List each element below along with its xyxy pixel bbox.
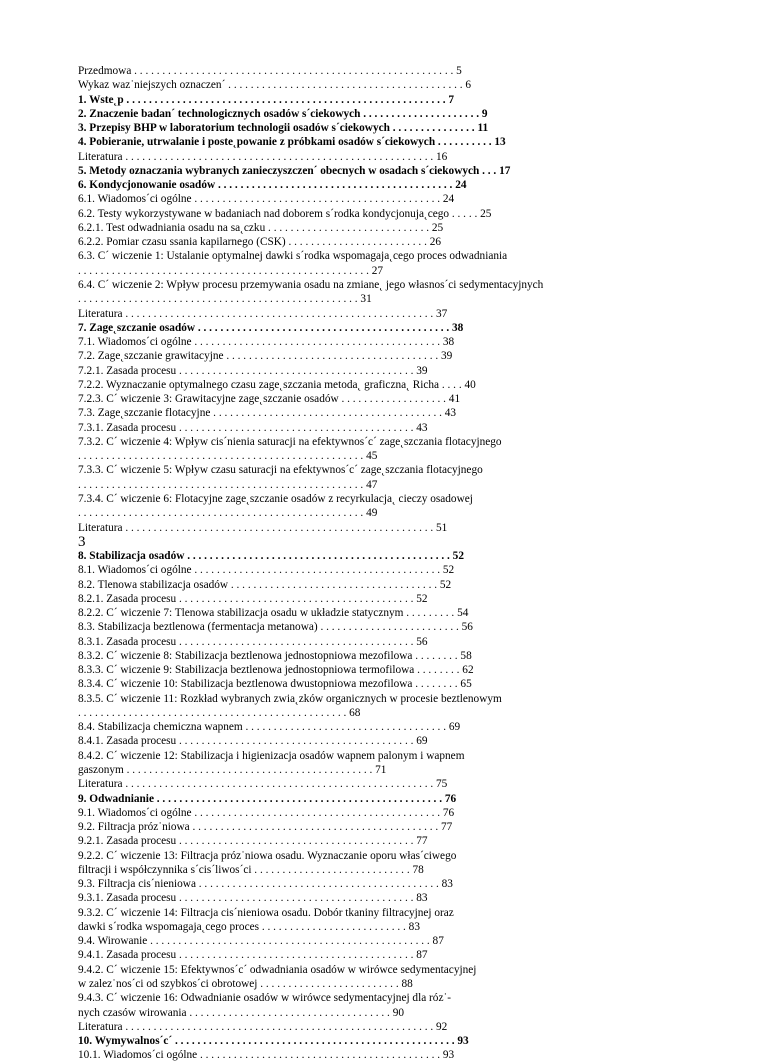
toc-line: . . . . . . . . . . . . . . . . . . . . . . . . . . . . . . . . . . . . . . . . . . . . . . . . . . . . 27 [78, 264, 384, 277]
toc-line: 9.4. Wirowanie . . . . . . . . . . . . . . . . . . . . . . . . . . . . . . . . . . . . . . . . . . . . . . . . . . 87 [78, 935, 444, 948]
toc-line: 9.3.1. Zasada procesu . . . . . . . . . . . . . . . . . . . . . . . . . . . . . . . . . . . . . . . . . . 83 [78, 892, 428, 905]
toc-line: 3. Przepisy BHP w laboratorium technologii osadów s´ciekowych . . . . . . . . . . . . . . . 11 [78, 122, 489, 135]
toc-line: 8.1. Wiadomos´ci ogólne . . . . . . . . . . . . . . . . . . . . . . . . . . . . . . . . . . . . . . . . . . . . 52 [78, 564, 455, 577]
toc-line: 9.2.1. Zasada procesu . . . . . . . . . . . . . . . . . . . . . . . . . . . . . . . . . . . . . . . . . . 77 [78, 835, 428, 848]
toc-line: 6.2.1. Test odwadniania osadu na sa˛czku . . . . . . . . . . . . . . . . . . . . . . . . . . . . . 25 [78, 221, 444, 234]
toc-line: 4. Pobieranie, utrwalanie i poste˛powanie z próbkami osadów s´ciekowych . . . . . . . . . . 13 [78, 136, 506, 149]
toc-line: 9.4.3. C´ wiczenie 16: Odwadnianie osadów w wirówce sedymentacyjnej dla róz˙- [78, 992, 451, 1005]
toc-line: 9.4.1. Zasada procesu . . . . . . . . . . . . . . . . . . . . . . . . . . . . . . . . . . . . . . . . . . 87 [78, 949, 428, 962]
toc-line: Literatura . . . . . . . . . . . . . . . . . . . . . . . . . . . . . . . . . . . . . . . . . . . . . . . . . . . . . . . 92 [78, 1020, 448, 1033]
toc-line: 8.4. Stabilizacja chemiczna wapnem . . . . . . . . . . . . . . . . . . . . . . . . . . . . . . . . . . . . 69 [78, 721, 461, 734]
toc-line: 6. Kondycjonowanie osadów . . . . . . . . . . . . . . . . . . . . . . . . . . . . . . . . . . . . . . . . . . 24 [78, 179, 467, 192]
toc-line: . . . . . . . . . . . . . . . . . . . . . . . . . . . . . . . . . . . . . . . . . . . . . . . . . . . 47 [78, 478, 378, 491]
toc-line: Przedmowa . . . . . . . . . . . . . . . . . . . . . . . . . . . . . . . . . . . . . . . . . . . . . . . . . . . . . . . . . 5 [78, 65, 462, 77]
toc-line: . . . . . . . . . . . . . . . . . . . . . . . . . . . . . . . . . . . . . . . . . . . . . . . . . . 31 [78, 293, 372, 306]
toc-line: 8.3. Stabilizacja beztlenowa (fermentacja metanowa) . . . . . . . . . . . . . . . . . . . . . . . . . 56 [78, 621, 473, 634]
toc-line: dawki s´rodka wspomagaja˛cego proces . . . . . . . . . . . . . . . . . . . . . . . . . . 83 [78, 920, 420, 933]
toc-line: 7.3.2. C´ wiczenie 4: Wpływ cis´nienia saturacji na efektywnos´c´ zage˛szczania flotacyjnego [78, 435, 502, 448]
toc-line: gaszonym . . . . . . . . . . . . . . . . . . . . . . . . . . . . . . . . . . . . . . . . . . . . 71 [78, 764, 387, 777]
toc-line: 8.3.4. C´ wiczenie 10: Stabilizacja beztlenowa dwustopniowa mezofilowa . . . . . . . . 65 [78, 678, 472, 691]
toc-line: Wykaz waz˙niejszych oznaczen´ . . . . . . . . . . . . . . . . . . . . . . . . . . . . . . . . . . . . . . . . . . 6 [78, 79, 472, 92]
toc-line: 7. Zage˛szczanie osadów . . . . . . . . . . . . . . . . . . . . . . . . . . . . . . . . . . . . . . . . . . . . . 38 [78, 321, 464, 334]
toc-line: 7.3.4. C´ wiczenie 6: Flotacyjne zage˛szczanie osadów z recyrkulacja˛ cieczy osadowej [78, 492, 473, 505]
toc-line: . . . . . . . . . . . . . . . . . . . . . . . . . . . . . . . . . . . . . . . . . . . . . . . . 68 [78, 706, 361, 719]
toc-line: 6.2.2. Pomiar czasu ssania kapilarnego (CSK) . . . . . . . . . . . . . . . . . . . . . . . . . 26 [78, 236, 442, 249]
toc-line: 6.1. Wiadomos´ci ogólne . . . . . . . . . . . . . . . . . . . . . . . . . . . . . . . . . . . . . . . . . . . . 24 [78, 193, 455, 206]
toc-line: 9.4.2. C´ wiczenie 15: Efektywnos´c´ odwadniania osadów w wirówce sedymentacyjnej [78, 963, 477, 976]
toc-line: 9.1. Wiadomos´ci ogólne . . . . . . . . . . . . . . . . . . . . . . . . . . . . . . . . . . . . . . . . . . . . 76 [78, 806, 455, 819]
toc-line: 6.2. Testy wykorzystywane w badaniach nad doborem s´rodka kondycjonuja˛cego . . . . . 25 [78, 207, 492, 220]
toc-line: 8.3.5. C´ wiczenie 11: Rozkład wybranych zwia˛zków organicznych w procesie beztlenowym [78, 692, 502, 705]
toc-line: 10. Wymywalnos´c´ . . . . . . . . . . . . . . . . . . . . . . . . . . . . . . . . . . . . . . . . . . . . . . . . . . 93 [78, 1035, 469, 1048]
toc-line: Literatura . . . . . . . . . . . . . . . . . . . . . . . . . . . . . . . . . . . . . . . . . . . . . . . . . . . . . . . 51 [78, 521, 448, 534]
toc-line: 9. Odwadnianie . . . . . . . . . . . . . . . . . . . . . . . . . . . . . . . . . . . . . . . . . . . . . . . . . . . 76 [78, 792, 457, 805]
toc-line: filtracji i współczynnika s´cis´liwos´ci . . . . . . . . . . . . . . . . . . . . . . . . . . . . 78 [78, 863, 424, 876]
toc-line: 2. Znaczenie badan´ technologicznych osadów s´ciekowych . . . . . . . . . . . . . . . . . . . . . 9 [78, 107, 488, 120]
toc-line: 7.1. Wiadomos´ci ogólne . . . . . . . . . . . . . . . . . . . . . . . . . . . . . . . . . . . . . . . . . . . . 38 [78, 336, 455, 349]
toc-line: 7.3. Zage˛szczanie flotacyjne . . . . . . . . . . . . . . . . . . . . . . . . . . . . . . . . . . . . . . . . . 43 [78, 407, 457, 420]
toc-line: 6.3. C´ wiczenie 1: Ustalanie optymalnej dawki s´rodka wspomagaja˛cego proces odwadniania [78, 250, 508, 263]
toc-line: 8.2.1. Zasada procesu . . . . . . . . . . . . . . . . . . . . . . . . . . . . . . . . . . . . . . . . . . 52 [78, 592, 428, 605]
toc-line: 10.1. Wiadomos´ci ogólne . . . . . . . . . . . . . . . . . . . . . . . . . . . . . . . . . . . . . . . . . . . 93 [78, 1049, 455, 1062]
toc-line: 7.2.1. Zasada procesu . . . . . . . . . . . . . . . . . . . . . . . . . . . . . . . . . . . . . . . . . . 39 [78, 364, 428, 377]
toc-line: Literatura . . . . . . . . . . . . . . . . . . . . . . . . . . . . . . . . . . . . . . . . . . . . . . . . . . . . . . . 75 [78, 778, 448, 791]
toc-line: . . . . . . . . . . . . . . . . . . . . . . . . . . . . . . . . . . . . . . . . . . . . . . . . . . . 49 [78, 507, 378, 520]
toc-line: 8.2. Tlenowa stabilizacja osadów . . . . . . . . . . . . . . . . . . . . . . . . . . . . . . . . . . . . . 52 [78, 578, 452, 591]
toc-line: Literatura . . . . . . . . . . . . . . . . . . . . . . . . . . . . . . . . . . . . . . . . . . . . . . . . . . . . . . . 37 [78, 307, 448, 320]
toc-line: 7.2. Zage˛szczanie grawitacyjne . . . . . . . . . . . . . . . . . . . . . . . . . . . . . . . . . . . . . . 39 [78, 350, 453, 363]
toc-line: 8. Stabilizacja osadów . . . . . . . . . . . . . . . . . . . . . . . . . . . . . . . . . . . . . . . . . . . . . . . 52 [78, 550, 464, 563]
table-of-contents [78, 64, 708, 1063]
toc-line: 9.2.2. C´ wiczenie 13: Filtracja próz˙niowa osadu. Wyznaczanie oporu włas´ciwego [78, 849, 457, 862]
toc-line: 9.2. Filtracja próz˙niowa . . . . . . . . . . . . . . . . . . . . . . . . . . . . . . . . . . . . . . . . . . . . 77 [78, 821, 453, 834]
toc-line: 5. Metody oznaczania wybranych zanieczyszczen´ obecnych w osadach s´ciekowych . . . 17 [78, 164, 511, 177]
toc-line: 8.4.1. Zasada procesu . . . . . . . . . . . . . . . . . . . . . . . . . . . . . . . . . . . . . . . . . . 69 [78, 735, 428, 748]
toc-line: 7.2.3. C´ wiczenie 3: Grawitacyjne zage˛szczanie osadów . . . . . . . . . . . . . . . . . . . 41 [78, 393, 461, 406]
toc-line: 8.4.2. C´ wiczenie 12: Stabilizacja i higienizacja osadów wapnem palonym i wapnem [78, 749, 465, 762]
toc-line: 1. Wste˛p . . . . . . . . . . . . . . . . . . . . . . . . . . . . . . . . . . . . . . . . . . . . . . . . . . . . . . . . . 7 [78, 93, 455, 106]
toc-line: nych czasów wirowania . . . . . . . . . . . . . . . . . . . . . . . . . . . . . . . . . . . . 90 [78, 1006, 404, 1019]
toc-line: 7.3.1. Zasada procesu . . . . . . . . . . . . . . . . . . . . . . . . . . . . . . . . . . . . . . . . . . 43 [78, 421, 428, 434]
toc-line: 8.3.2. C´ wiczenie 8: Stabilizacja beztlenowa jednostopniowa mezofilowa . . . . . . . . 58 [78, 649, 472, 662]
toc-line: w zalez˙nos´ci od szybkos´ci obrotowej . . . . . . . . . . . . . . . . . . . . . . . . . 88 [78, 978, 413, 990]
toc-line: 8.3.1. Zasada procesu . . . . . . . . . . . . . . . . . . . . . . . . . . . . . . . . . . . . . . . . . . 56 [78, 635, 428, 648]
toc-line: 7.3.3. C´ wiczenie 5: Wpływ czasu saturacji na efektywnos´c´ zage˛szczania flotacyjnego [78, 464, 483, 477]
toc-line: . . . . . . . . . . . . . . . . . . . . . . . . . . . . . . . . . . . . . . . . . . . . . . . . . . . 45 [78, 450, 378, 463]
toc-line: 9.3. Filtracja cis´nieniowa . . . . . . . . . . . . . . . . . . . . . . . . . . . . . . . . . . . . . . . . . . . 83 [78, 878, 453, 891]
toc-line: 8.3.3. C´ wiczenie 9: Stabilizacja beztlenowa jednostopniowa termofilowa . . . . . . . . 62 [78, 664, 474, 677]
page-number: 3 [78, 533, 86, 550]
toc-line: 7.2.2. Wyznaczanie optymalnego czasu zage˛szczania metoda˛ graficzna˛ Richa . . . . 40 [78, 378, 476, 391]
toc-line: 6.4. C´ wiczenie 2: Wpływ procesu przemywania osadu na zmiane˛ jego własnos´ci sedymentacyjnych [78, 278, 544, 291]
toc-line: 8.2.2. C´ wiczenie 7: Tlenowa stabilizacja osadu w układzie statycznym . . . . . . . . . 54 [78, 607, 469, 620]
toc-line: 9.3.2. C´ wiczenie 14: Filtracja cis´nieniowa osadu. Dobór tkaniny filtracyjnej oraz [78, 906, 454, 919]
toc-line: Literatura . . . . . . . . . . . . . . . . . . . . . . . . . . . . . . . . . . . . . . . . . . . . . . . . . . . . . . . 16 [78, 150, 448, 163]
